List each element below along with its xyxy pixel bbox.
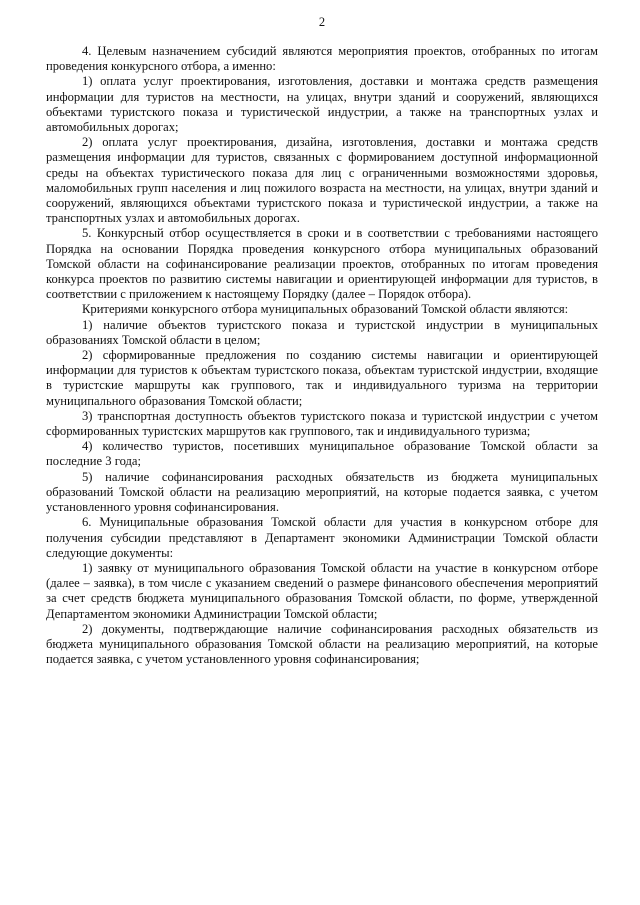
document-item-2: 2) документы, подтверждающие наличие софинансирования расходных обязательств из бюджета муниципального образования Томской области на реализацию мероприятий, на которые подается заявка, с учетом установленного уровня софинансирования; xyxy=(46,621,598,667)
criterion-5: 5) наличие софинансирования расходных обязательств из бюджета муниципальных образований Томской области на реализацию мероприятий, на которые подается заявка, с учетом установленного уровня софинансирования. xyxy=(46,469,598,515)
paragraph-4-item-1: 1) оплата услуг проектирования, изготовления, доставки и монтажа средств размещения информации для туристов на местности, на улицах, внутри зданий и сооружений, являющихся объектами туристского показа и туристической индустрии, а также на транспортных узлах и автомобильных дорогах; xyxy=(46,74,598,135)
paragraph-4-purpose: 4. Целевым назначением субсидий являются мероприятия проектов, отобранных по итогам проведения конкурсного отбора, а именно: xyxy=(46,44,598,74)
paragraph-6-documents: 6. Муниципальные образования Томской области для участия в конкурсном отборе для получения субсидии представляют в Департамент экономики Администрации Томской области следующие документы: xyxy=(46,515,598,560)
page-number: 2 xyxy=(318,15,326,29)
criterion-2: 2) сформированные предложения по созданию системы навигации и ориентирующей информации для туристов к объектам туристского показа, объектам туристской индустрии, входящие в туристские маршруты как группового, так и индивидуального туризма на территории муниципального образования Томской области; xyxy=(46,348,598,408)
criterion-4: 4) количество туристов, посетивших муниципальное образование Томской области за последние 3 года; xyxy=(46,439,598,469)
document-body xyxy=(46,44,598,667)
paragraph-5-selection: 5. Конкурсный отбор осуществляется в сроки и в соответствии с требованиями настоящего Порядка на основании Порядка проведения конкурсного отбора муниципальных образований Томской области на софинансирование реализации проектов, отобранных по итогам проведения конкурса проектов по развитию системы навигации и ориентирующей информации для туристов, в соответствии с приложением к настоящему Порядку (далее – Порядок отбора). xyxy=(46,226,598,302)
document-item-1: 1) заявку от муниципального образования Томской области на участие в конкурсном отборе (далее – заявка), в том числе с указанием сведений о размере финансового обеспечения мероприятий за счет средств бюджета муниципального образования Томской области, по форме, утвержденной Департаментом экономики Администрации Томской области; xyxy=(46,560,598,621)
criteria-intro: Критериями конкурсного отбора муниципальных образований Томской области являются: xyxy=(82,302,569,317)
criterion-1: 1) наличие объектов туристского показа и туристской индустрии в муниципальных образованиях Томской области в целом; xyxy=(46,317,598,347)
criterion-3: 3) транспортная доступность объектов туристского показа и туристской индустрии с учетом сформированных туристских маршрутов как группового, так и индивидуального туризма; xyxy=(46,408,598,439)
paragraph-4-item-2: 2) оплата услуг проектирования, дизайна, изготовления, доставки и монтажа средств размещения информации для туристов, связанных с формированием доступной информационной среды на объектах туристического показа для лиц с ограниченными возможностями здоровья, маломобильных групп населения и лиц пожилого возраста на местности, на улицах, внутри зданий и сооружений, являющихся объектами туристского показа и туристической индустрии, а также на транспортных узлах и автомобильных дорогах. xyxy=(46,135,598,226)
